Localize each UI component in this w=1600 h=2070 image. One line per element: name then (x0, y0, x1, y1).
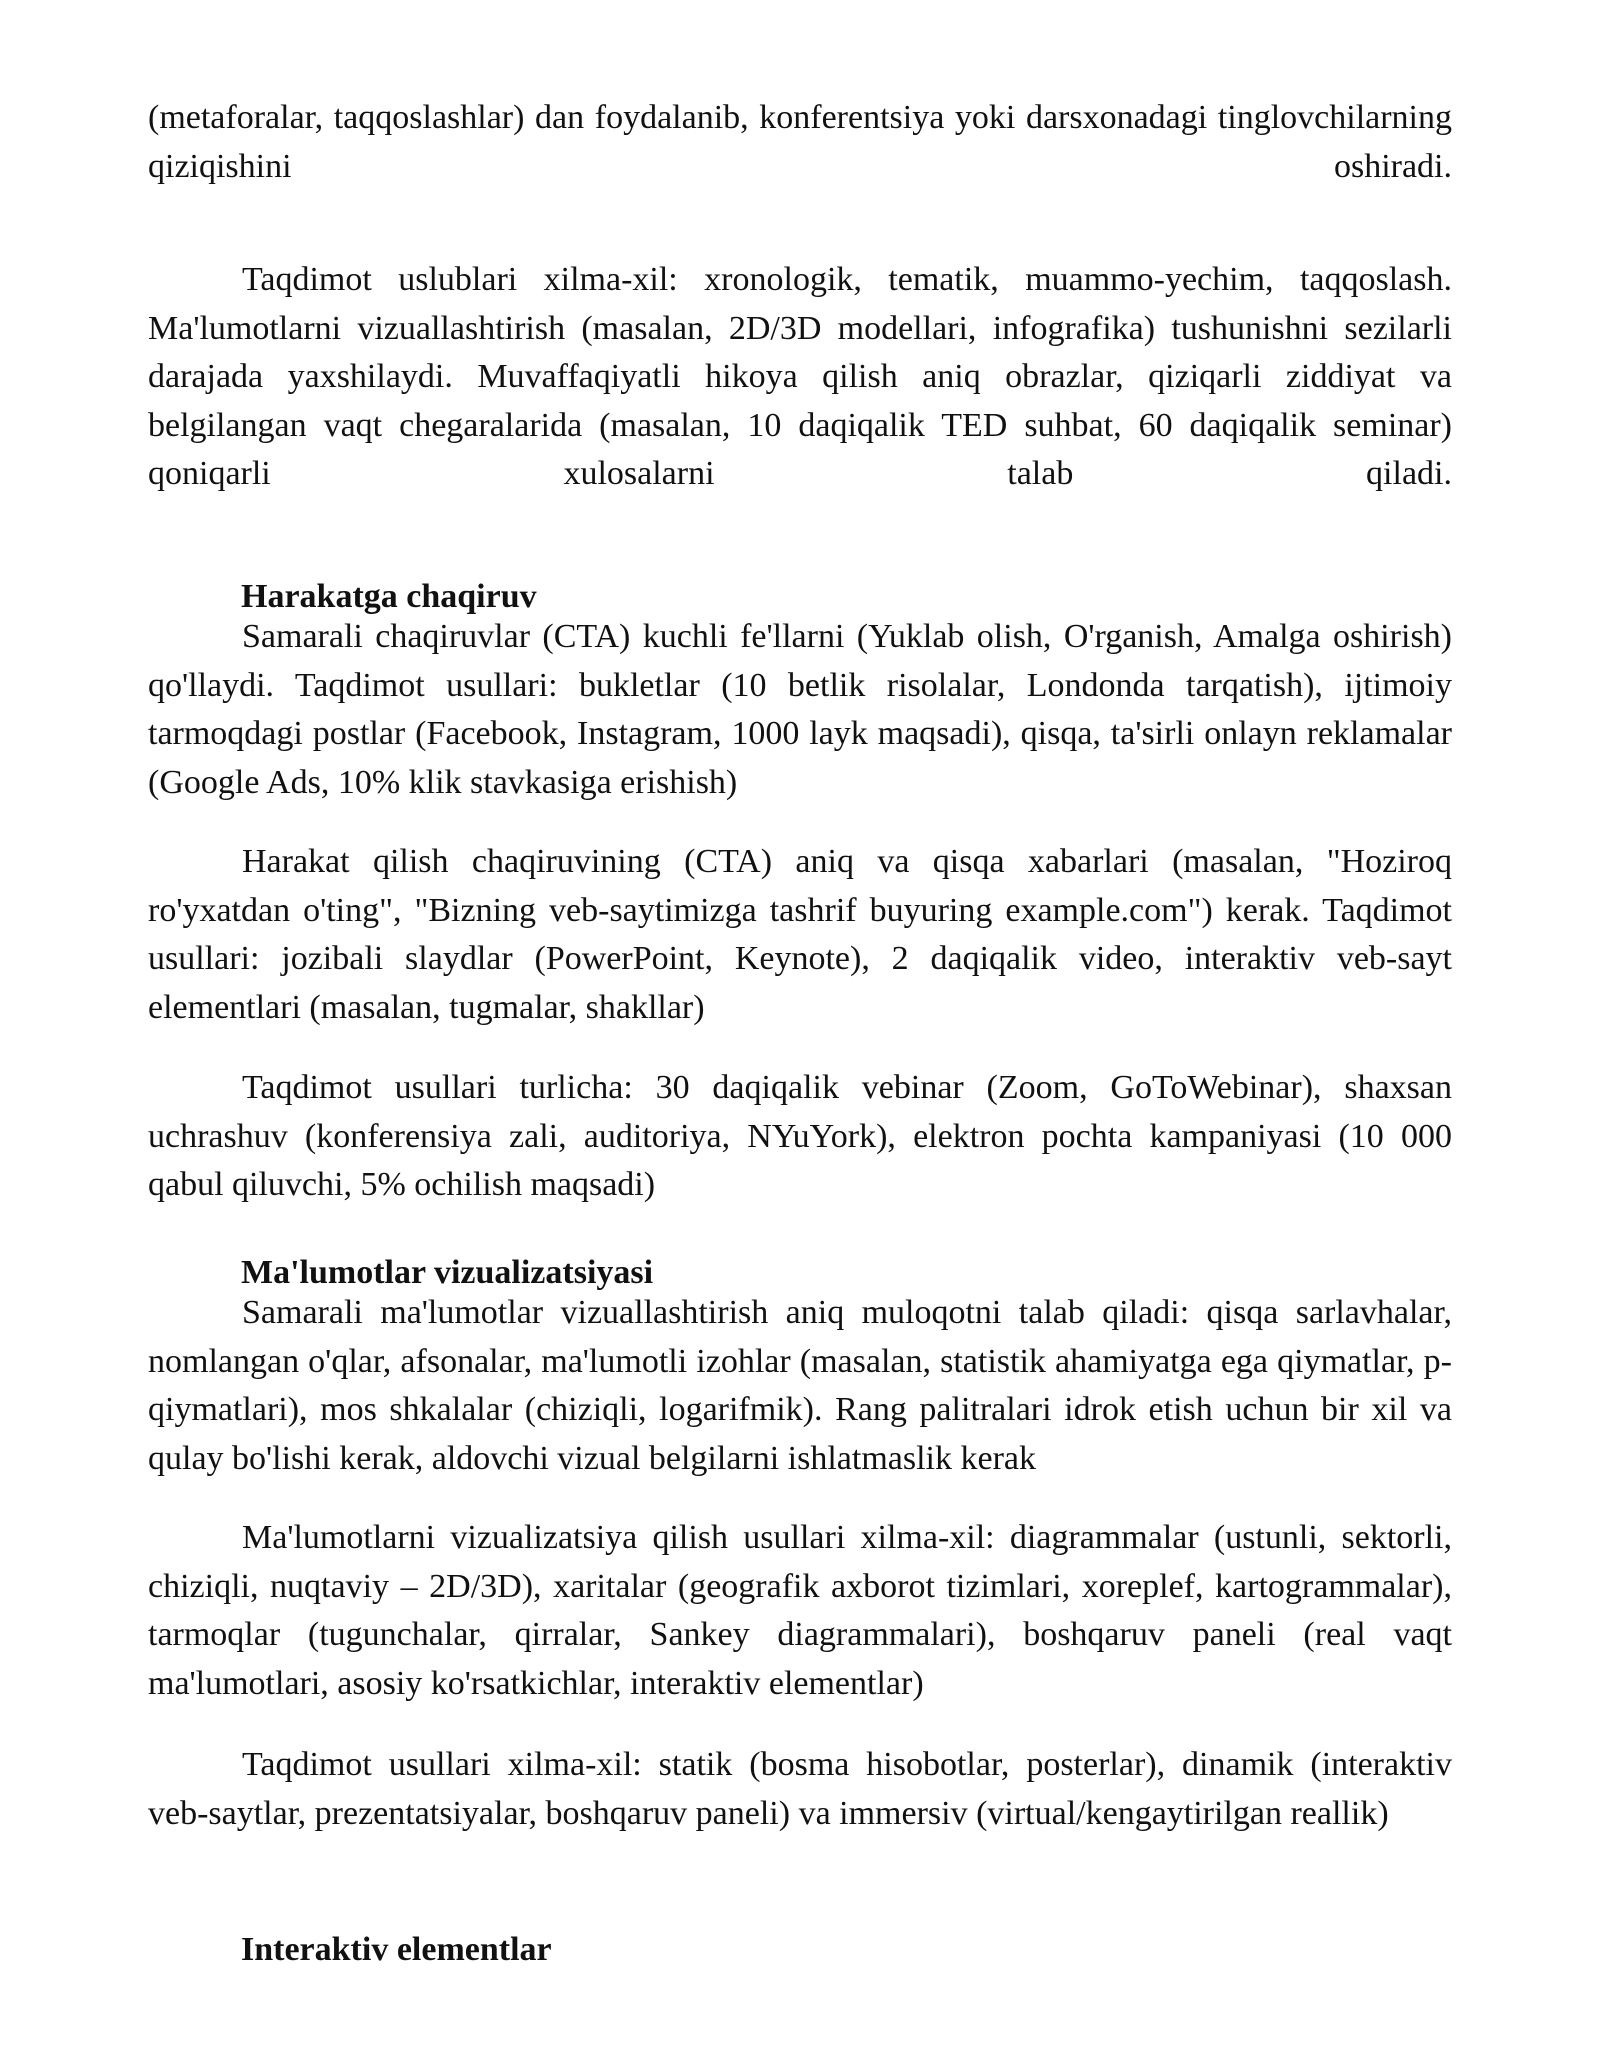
paragraph-presentation-styles: Taqdimot uslublari xilma-xil: xronologik, tematik, muammo-yechim, taqqoslash. Ma'lumotlarni vizuallashtirish (masalan, 2D/3D modellari, infografika) tushunishni sezilarli darajada yaxshilaydi. Muvaffaqiyatli hikoya qilish aniq obrazlar, qiziqarli ziddiyat va belgilangan vaqt chegaralarida (masalan, 10 daqiqalik TED suhbat, 60 daqiqalik seminar) qoniqarli xulosalarni talab qiladi. (148, 261, 1452, 492)
paragraph-visualization-methods: Ma'lumotlarni vizualizatsiya qilish usullari xilma-xil: diagrammalar (ustunli, sektorli, chiziqli, nuqtaviy – 2D/3D), xaritalar (geografik axborot tizimlari, xoreplef, kartogrammalar), tarmoqlar (tugunchalar, qirralar, Sankey diagrammalari), boshqaruv paneli (real vaqt ma'lumotlari, asosiy ko'rsatkichlar, interaktiv elementlar) (148, 1519, 1452, 1702)
paragraph-metaphors: (metaforalar, taqqoslashlar) dan foydalanib, konferentsiya yoki darsxonadagi tinglovchilarning qiziqishini oshiradi. (148, 99, 1452, 185)
heading-data-visualization: Ma'lumotlar vizualizatsiyasi (241, 1254, 654, 1291)
heading-call-to-action: Harakatga chaqiruv (241, 578, 537, 615)
paragraph-cta-messages: Harakat qilish chaqiruvining (CTA) aniq va qisqa xabarlari (masalan, "Hoziroq ro'yxatdan o'ting", "Bizning veb-saytimizga tashrif buyuring example.com") kerak. Taqdimot usullari: jozibali slaydlar (PowerPoint, Keynote), 2 daqiqalik video, interaktiv veb-sayt elementlari (masalan, tugmalar, shakllar) (148, 843, 1452, 1026)
paragraph-cta-verbs: Samarali chaqiruvlar (CTA) kuchli fe'llarni (Yuklab olish, O'rganish, Amalga oshirish) qo'llaydi. Taqdimot usullari: bukletlar (10 betlik risolalar, Londonda tarqatish), ijtimoiy tarmoqdagi postlar (Facebook, Instagram, 1000 layk maqsadi), qisqa, ta'sirli onlayn reklamalar (Google Ads, 10% klik stavkasiga erishish) (148, 618, 1452, 801)
heading-interactive-elements: Interaktiv elementlar (241, 1931, 552, 1968)
paragraph-delivery-methods: Taqdimot usullari turlicha: 30 daqiqalik vebinar (Zoom, GoToWebinar), shaxsan uchrashuv (konferensiya zali, auditoriya, NYuYork), elektron pochta kampaniyasi (10 000 qabul qiluvchi, 5% ochilish maqsadi) (148, 1069, 1452, 1203)
paragraph-visualization-communication: Samarali ma'lumotlar vizuallashtirish aniq muloqotni talab qiladi: qisqa sarlavhalar, nomlangan o'qlar, afsonalar, ma'lumotli izohlar (masalan, statistik ahamiyatga ega qiymatlar, p-qiymatlari), mos shkalalar (chiziqli, logarifmik). Rang palitralari idrok etish uchun bir xil va qulay bo'lishi kerak, aldovchi vizual belgilarni ishlatmaslik kerak (148, 1294, 1452, 1477)
paragraph-presentation-methods: Taqdimot usullari xilma-xil: statik (bosma hisobotlar, posterlar), dinamik (interaktiv veb-saytlar, prezentatsiyalar, boshqaruv paneli) va immersiv (virtual/kengaytirilgan reallik) (148, 1746, 1452, 1832)
